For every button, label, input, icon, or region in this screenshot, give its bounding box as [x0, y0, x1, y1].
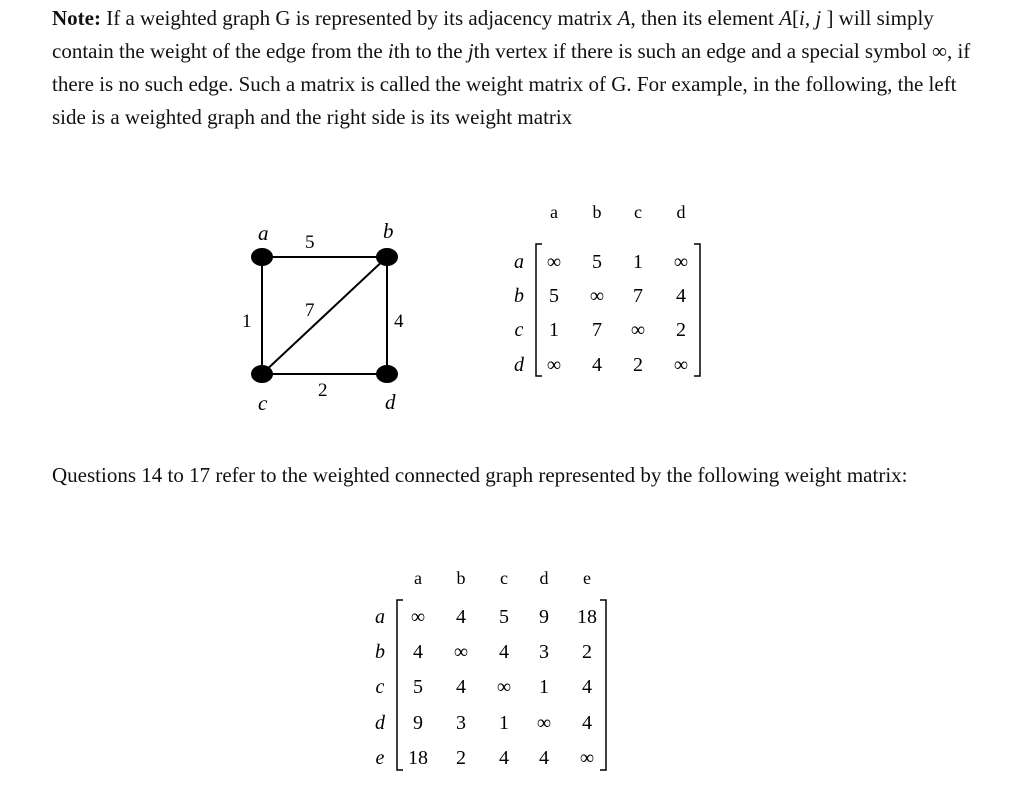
column-header: d	[676, 202, 686, 222]
weight-c-d: 2	[318, 380, 328, 401]
intro-text-6: th vertex if there is such an edge and a special symbol ∞, if there is no such edge. Such a matrix is called the weight matrix of G. For example, in the following, the left side is a weighted graph and the right side is its weight matrix	[52, 39, 971, 129]
matrix-cell: 2	[456, 747, 466, 769]
matrix-cell: 2	[676, 319, 686, 341]
matrix-cell: 4	[456, 606, 466, 628]
matrix-cell: 2	[633, 354, 643, 376]
matrix-cell: 4	[582, 712, 592, 734]
matrix-cell: 7	[592, 319, 602, 341]
column-header: b	[456, 568, 466, 588]
row-label: a	[375, 606, 385, 628]
column-header: e	[583, 568, 591, 588]
matrix-cell: 18	[577, 606, 597, 628]
matrix-cell: 2	[582, 641, 592, 663]
matrix-cell: 18	[408, 747, 428, 769]
left-bracket	[397, 600, 403, 770]
matrix-cell: 5	[499, 606, 509, 628]
vertex-label-c: c	[258, 391, 268, 415]
intro-text-5: th to the	[393, 39, 468, 63]
intro-text-4: ] will simply contain the weight of the edge from the	[52, 6, 934, 63]
left-bracket	[536, 244, 542, 376]
vertex-label-a: a	[258, 221, 269, 245]
matrix-cell: 4	[456, 676, 466, 698]
matrix-cell: ∞	[453, 641, 469, 663]
matrix-cell: ∞	[579, 747, 595, 769]
matrix-cell: ∞	[673, 251, 689, 273]
matrix-cell: 1	[539, 676, 549, 698]
intro-text-3: [	[792, 6, 800, 30]
matrix-cell: 4	[499, 641, 509, 663]
matrix-cell: ∞	[496, 676, 512, 698]
matrix-cell: 4	[539, 747, 549, 769]
matrix-cell: ∞	[410, 606, 426, 628]
right-bracket	[600, 600, 606, 770]
column-header: a	[414, 568, 422, 588]
example-weight-matrix	[514, 202, 700, 376]
vertex-label-d: d	[385, 390, 396, 414]
matrix-cell: 9	[539, 606, 549, 628]
matrix-cell: 5	[592, 251, 602, 273]
row-label: d	[514, 354, 524, 376]
matrix-cell: ∞	[673, 354, 689, 376]
column-header: c	[634, 202, 642, 222]
matrix-cell: ∞	[536, 712, 552, 734]
right-bracket	[694, 244, 700, 376]
row-label: b	[514, 285, 524, 307]
j-symbol: j	[467, 39, 474, 63]
example-graph	[242, 219, 404, 415]
matrix-cell: 4	[592, 354, 602, 376]
weight-a-c: 1	[242, 311, 252, 332]
intro-text-1: If a weighted graph G is represented by its adjacency matrix	[100, 6, 618, 30]
matrix-cell: ∞	[630, 319, 646, 341]
vertex-a	[251, 248, 273, 266]
row-label: c	[375, 676, 385, 698]
column-header: a	[550, 202, 558, 222]
row-label: a	[514, 251, 524, 273]
question-paragraph: Questions 14 to 17 refer to the weighted connected graph represented by the following weight matrix:	[52, 463, 908, 487]
index-symbol: i, j	[799, 6, 822, 30]
matrix-cell: 4	[413, 641, 423, 663]
weight-a-b: 5	[305, 232, 315, 253]
matrix-cell: ∞	[589, 285, 605, 307]
matrix-cell: 3	[456, 712, 466, 734]
row-label: d	[375, 712, 385, 734]
matrix-symbol: A	[617, 6, 631, 30]
weight-b-d: 4	[394, 311, 404, 332]
vertex-label-b: b	[383, 219, 394, 243]
matrix-cell: ∞	[546, 251, 562, 273]
column-header: b	[592, 202, 602, 222]
edge-b-c	[262, 257, 387, 374]
matrix-cell: ∞	[546, 354, 562, 376]
vertex-d	[376, 365, 398, 383]
matrix-cell: 1	[633, 251, 643, 273]
matrix-cell: 4	[676, 285, 686, 307]
column-header: d	[539, 568, 549, 588]
row-label: b	[375, 641, 385, 663]
vertex-b	[376, 248, 398, 266]
note-label: Note:	[52, 6, 101, 30]
matrix-cell: 4	[582, 676, 592, 698]
question-weight-matrix	[375, 568, 606, 770]
matrix-cell: 1	[499, 712, 509, 734]
matrix-cell: 5	[413, 676, 423, 698]
matrix-cell: 9	[413, 712, 423, 734]
matrix-cell: 4	[499, 747, 509, 769]
row-label: c	[514, 319, 524, 341]
i-symbol: i	[387, 39, 394, 63]
matrix-cell: 5	[549, 285, 559, 307]
intro-text-2: , then its element	[630, 6, 780, 30]
row-label: e	[375, 747, 385, 769]
matrix-cell: 7	[633, 285, 643, 307]
vertex-c	[251, 365, 273, 383]
column-header: c	[500, 568, 508, 588]
weight-b-c: 7	[305, 300, 315, 321]
matrix-symbol: A	[779, 6, 793, 30]
matrix-cell: 3	[539, 641, 549, 663]
matrix-cell: 1	[549, 319, 559, 341]
